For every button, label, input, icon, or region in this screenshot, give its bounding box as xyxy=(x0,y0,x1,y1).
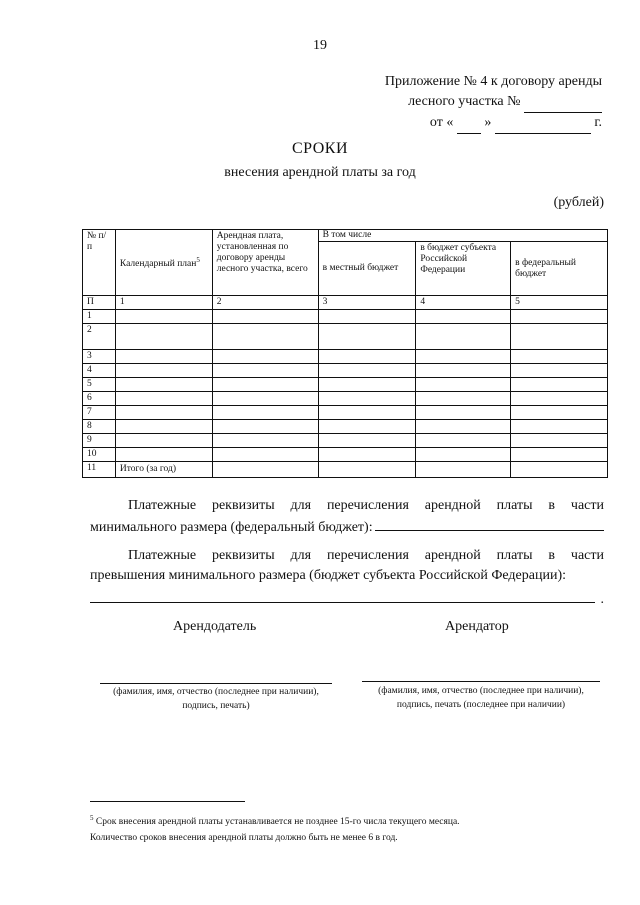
table-row: 2 xyxy=(83,324,608,350)
index-cell: П xyxy=(83,296,116,310)
contract-day-field[interactable] xyxy=(457,113,481,134)
index-cell: 1 xyxy=(115,296,212,310)
lessor-caption: (фамилия, имя, отчество (последнее при наличии), подпись, печать) xyxy=(113,687,319,711)
header-num: № п/п xyxy=(83,230,116,296)
lessee-signature-line[interactable] xyxy=(362,681,600,682)
index-cell: 5 xyxy=(511,296,608,310)
header-federal-budget: в федеральный бюджет xyxy=(511,242,608,296)
footnote: $^5$ Срок внесения арендной платы устанавливается не позднее 15-го числа текущего месяца. Количество сроков внесения арендной платы должно быть не менее 6 в год. xyxy=(90,814,460,844)
table-total-row: 11 Итого (за год) xyxy=(83,462,608,478)
lessee-label: Арендатор xyxy=(445,619,509,634)
page-number: 19 xyxy=(313,38,327,53)
federal-requisites-field[interactable] xyxy=(375,516,604,531)
federal-requisites: Платежные реквизиты для перечисления арендной платы в части минимального размера (федеральный бюджет): xyxy=(90,498,604,535)
table-row: 3 xyxy=(83,350,608,364)
header-regional-budget: в бюджет субъекта Российской Федерации xyxy=(416,242,511,296)
table-row: 6 xyxy=(83,392,608,406)
regional-requisites-field[interactable] xyxy=(90,588,595,603)
table-row: 5 xyxy=(83,378,608,392)
appendix-line-3: от « » г. xyxy=(385,113,602,134)
document-title: СРОКИ xyxy=(291,140,349,157)
table-row: 7 xyxy=(83,406,608,420)
lessee-caption: (фамилия, имя, отчество (последнее при наличии), подпись, печать (последнее при наличии) xyxy=(378,686,584,710)
appendix-line-2: лесного участка № xyxy=(385,92,602,113)
payment-schedule-table xyxy=(82,229,608,478)
table-row: 1 xyxy=(83,310,608,324)
appendix-header xyxy=(385,72,602,134)
table-row: 9 xyxy=(83,434,608,448)
table-row: 8 xyxy=(83,420,608,434)
appendix-line-1: Приложение № 4 к договору аренды xyxy=(384,74,602,89)
index-cell: 3 xyxy=(318,296,416,310)
document-subtitle: внесения арендной платы за год xyxy=(224,165,416,180)
header-local-budget: в местный бюджет xyxy=(318,242,416,296)
lessor-signature-line[interactable] xyxy=(100,683,332,684)
column-index-row xyxy=(83,296,608,310)
header-rent-total: Арендная плата, установленная по договору аренды лесного участка, всего xyxy=(212,230,318,296)
lessor-label: Арендодатель xyxy=(173,619,257,634)
currency-units: (рублей) xyxy=(553,195,604,210)
contract-number-field[interactable] xyxy=(524,92,602,113)
index-cell: 2 xyxy=(212,296,318,310)
header-including: В том числе xyxy=(318,230,607,242)
table-row: 4 xyxy=(83,364,608,378)
index-cell: 4 xyxy=(416,296,511,310)
footnote-separator xyxy=(90,801,245,802)
total-label: Итого (за год) xyxy=(115,462,212,478)
regional-requisites: Платежные реквизиты для перечисления арендной платы в части превышения минимального размера (бюджет субъекта Российской Федерации): . xyxy=(90,548,604,607)
header-calendar: Календарный план$^5$ xyxy=(115,230,212,296)
table-row: 10 xyxy=(83,448,608,462)
contract-month-field[interactable] xyxy=(495,113,591,134)
